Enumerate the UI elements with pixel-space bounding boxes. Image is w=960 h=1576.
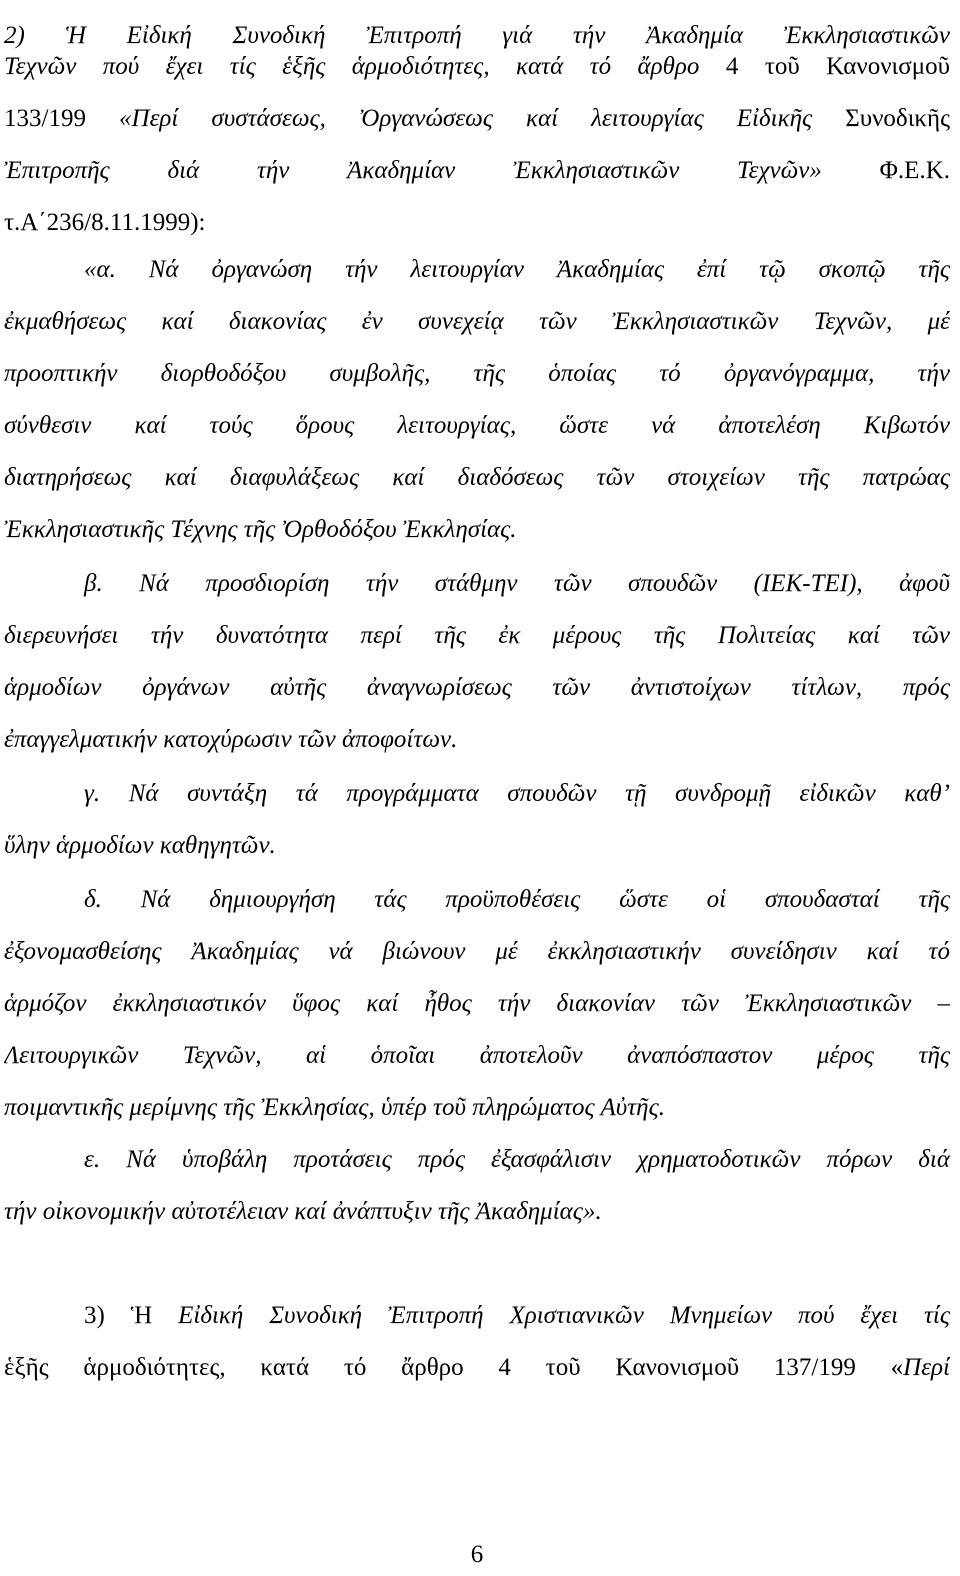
text-line: ἁρμόζον ἐκκλησιαστικόν ὕφος καί ἦθος τήν διακονίαν τῶν Ἐκκλησιαστικῶν – <box>4 990 950 1017</box>
text-line: τήν οἰκονομικήν αὐτοτέλειαν καί ἀνάπτυξιν τῆς Ἀκαδημίας». <box>4 1198 602 1225</box>
text-line: διερευνήσει τήν δυνατότητα περί τῆς ἐκ μέρους τῆς Πολιτείας καί τῶν <box>4 622 950 649</box>
text-line: Λειτουργικῶν Τεχνῶν, αἱ ὁποῖαι ἀποτελοῦν ἀναπόσπαστον μέρος τῆς <box>4 1042 950 1069</box>
text-line: γ. Νά συντάξη τά προγράμματα σπουδῶν τῇ συνδρομῇ εἰδικῶν καθ’ <box>84 780 950 807</box>
document-page <box>4 0 950 1576</box>
text-line: ε. Νά ὑποβάλη προτάσεις πρός ἐξασφάλισιν χρηματοδοτικῶν πόρων διά <box>84 1146 950 1173</box>
text-line: β. Νά προσδιορίση τήν στάθμην τῶν σπουδῶν (ΙΕΚ-ΤΕΙ), ἀφοῦ <box>84 570 950 597</box>
text-line: προοπτικήν διορθοδόξου συμβολῆς, τῆς ὁποίας τό ὀργανόγραμμα, τήν <box>4 360 950 387</box>
text-line: ἐπαγγελματικήν κατοχύρωσιν τῶν ἀποφοίτων. <box>4 726 458 753</box>
text-line: ποιμαντικῆς μερίμνης τῆς Ἐκκλησίας, ὑπέρ τοῦ πληρώματος Αὐτῆς. <box>4 1094 665 1121</box>
text-line: ἑξῆς ἁρμοδιότητες, κατά τό ἄρθρο 4 τοῦ Κανονισμοῦ 137/199 «Περί <box>4 1354 950 1381</box>
text-line: ὕλην ἁρμοδίων καθηγητῶν. <box>4 832 276 859</box>
text-line: σύνθεσιν καί τούς ὅρους λειτουργίας, ὥστε νά ἀποτελέση Κιβωτόν <box>4 412 950 439</box>
text-line: δ. Νά δημιουργήση τάς προϋποθέσεις ὥστε οἱ σπουδασταί τῆς <box>84 886 950 913</box>
text-line: 3) Ἡ Εἰδική Συνοδική Ἐπιτροπή Χριστιανικῶν Μνημείων πού ἔχει τίς <box>84 1302 950 1329</box>
text-line: «α. Νά ὀργανώση τήν λειτουργίαν Ἀκαδημίας ἐπί τῷ σκοπῷ τῆς <box>84 256 950 283</box>
text-line: ἐκμαθήσεως καί διακονίας ἐν συνεχείᾳ τῶν Ἐκκλησιαστικῶν Τεχνῶν, μέ <box>4 308 950 335</box>
text-line: τ.Α΄236/8.11.1999): <box>4 209 206 236</box>
text-line: Ἐκκλησιαστικῆς Τέχνης τῆς Ὀρθοδόξου Ἐκκλησίας. <box>4 516 517 543</box>
text-line: Ἐπιτροπῆς διά τήν Ἀκαδημίαν Ἐκκλησιαστικῶν Τεχνῶν» Φ.Ε.Κ. <box>4 157 950 184</box>
text-line: Τεχνῶν πού ἔχει τίς ἑξῆς ἁρμοδιότητες, κατά τό ἄρθρο 4 τοῦ Κανονισμοῦ <box>4 53 950 80</box>
text-line: διατηρήσεως καί διαφυλάξεως καί διαδόσεως τῶν στοιχείων τῆς πατρώας <box>4 464 950 491</box>
text-line: ἐξονομασθείσης Ἀκαδημίας νά βιώνουν μέ ἐκκλησιαστικήν συνείδησιν καί τό <box>4 938 950 965</box>
text-line: 2) Ἡ Εἰδική Συνοδική Ἐπιτροπή γιά τήν Ἀκαδημία Ἐκκλησιαστικῶν <box>4 22 950 49</box>
text-line: 133/199 «Περί συστάσεως, Ὀργανώσεως καί λειτουργίας Εἰδικῆς Συνοδικῆς <box>4 105 950 132</box>
page-number: 6 <box>470 1541 484 1568</box>
text-line: ἁρμοδίων ὀργάνων αὐτῆς ἀναγνωρίσεως τῶν ἀντιστοίχων τίτλων, πρός <box>4 674 950 701</box>
